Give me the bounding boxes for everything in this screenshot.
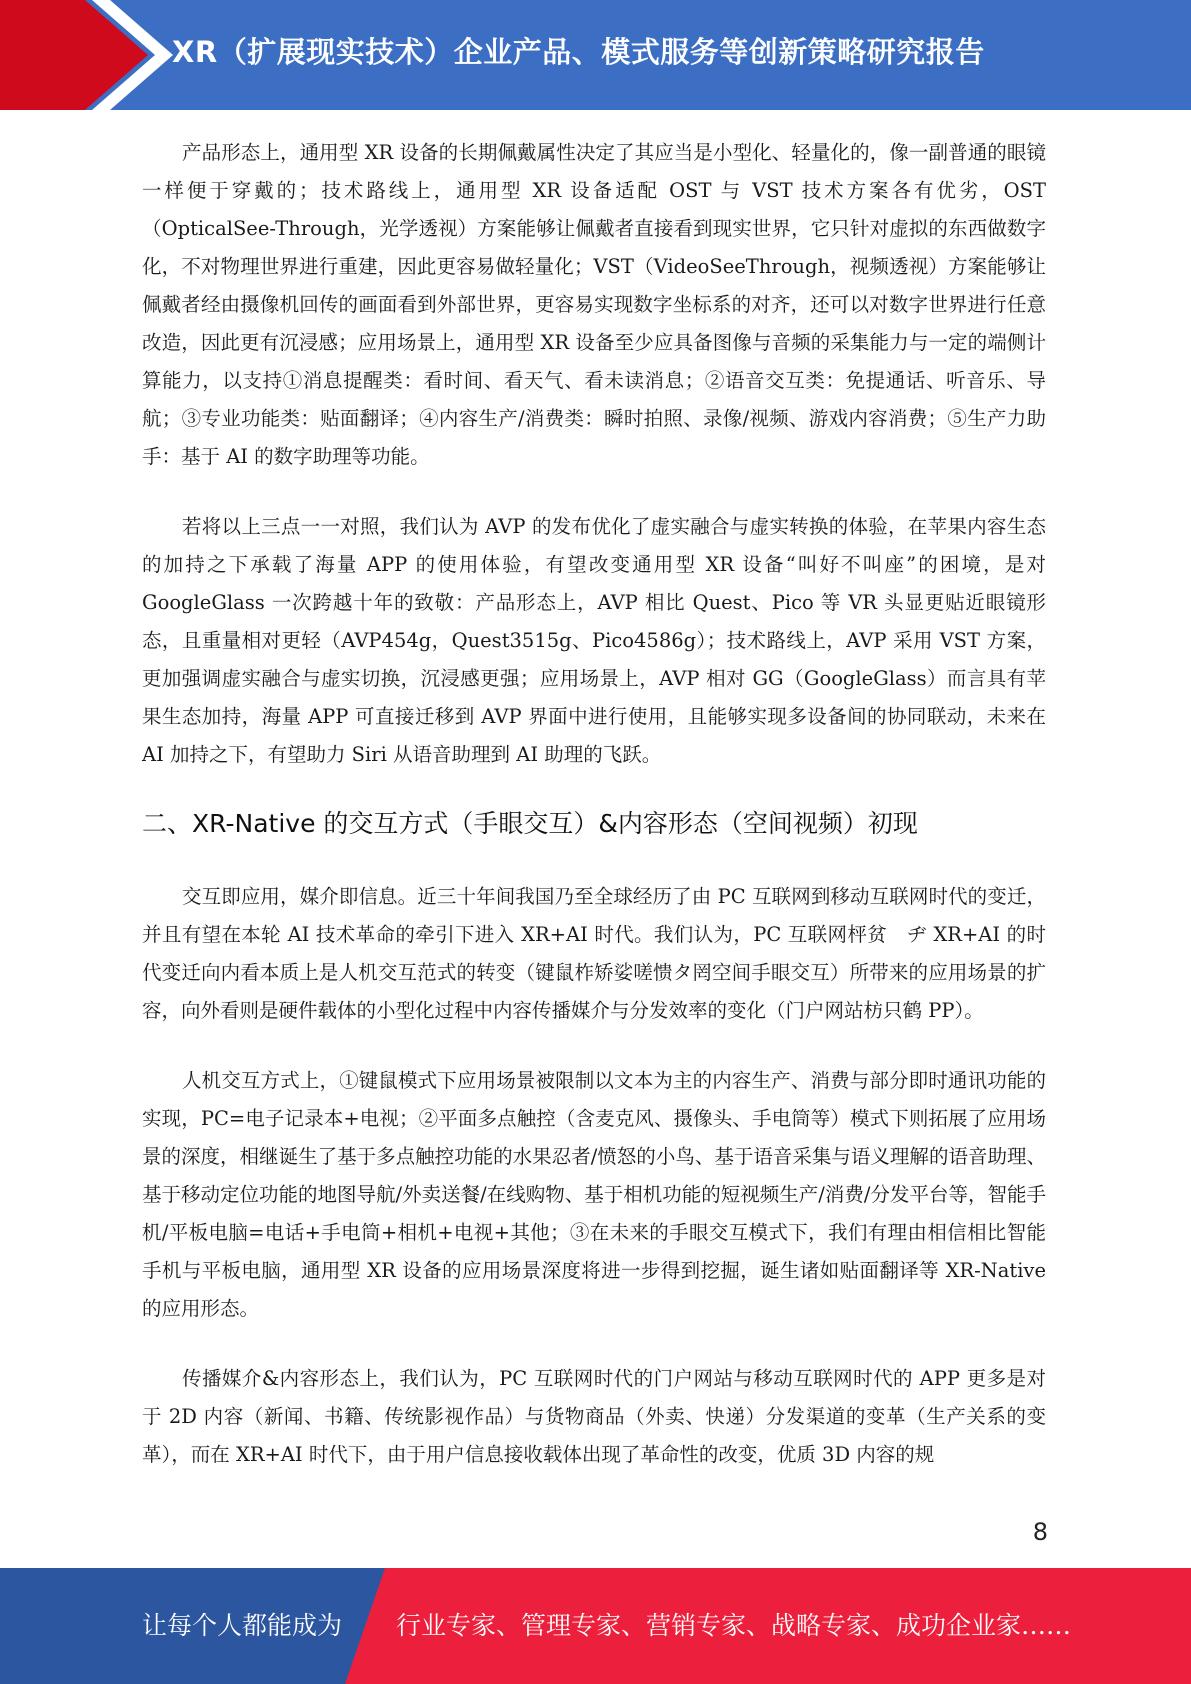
body-paragraph: 传播媒介&内容形态上，我们认为，PC 互联网时代的门户网站与移动互联网时代的 APP 更多是对于 2D 内容（新闻、书籍、传统影视作品）与货物商品（外卖、快递）分发渠道的变革（生产关系的变革），而在 XR+AI 时代下，由于用户信息接收载体出现了革命性的改变，优质 3D 内容的规 (142, 1367, 1046, 1466)
footer-slogan-left: 让每个人都能成为 (142, 1611, 343, 1640)
section-heading: 二、XR-Native 的交互方式（手眼交互）&内容形态（空间视频）初现 (142, 809, 918, 838)
page-body (142, 134, 1046, 1506)
body-paragraph: 产品形态上，通用型 XR 设备的长期佩戴属性决定了其应当是小型化、轻量化的，像一副普通的眼镜一样便于穿戴的；技术路线上，通用型 XR 设备适配 OST 与 VST 技术方案各有优劣，OST（OpticalSee-Through，光学透视）方案能够让佩戴者直接看到现实世界，它只针对虚拟的东西做数字化，不对物理世界进行重建，因此更容易做轻量化；VST（VideoSeeThrough，视频透视）方案能够让佩戴者经由摄像机回传的画面看到外部世界，更容易实现数字坐标系的对齐，还可以对数字世界进行任意改造，因此更有沉浸感；应用场景上，通用型 XR 设备至少应具备图像与音频的采集能力与一定的端侧计算能力，以支持①消息提醒类：看时间、看天气、看未读消息；②语音交互类：免提通话、听音乐、导航；③专业功能类：贴面翻译；④内容生产/消费类：瞬时拍照、录像/视频、游戏内容消费；⑤生产力助手：基于 AI 的数字助理等功能。 (142, 141, 1046, 468)
page-number: 8 (1032, 1518, 1048, 1546)
body-paragraph: 人机交互方式上，①键鼠模式下应用场景被限制以文本为主的内容生产、消费与部分即时通讯功能的实现，PC=电子记录本+电视；②平面多点触控（含麦克风、摄像头、手电筒等）模式下则拓展了应用场景的深度，相继诞生了基于多点触控功能的水果忍者/愤怒的小鸟、基于语音采集与语义理解的语音助理、基于移动定位功能的地图导航/外卖送餐/在线购物、基于相机功能的短视频生产/消费/分发平台等，智能手机/平板电脑=电话+手电筒+相机+电视+其他；③在未来的手眼交互模式下，我们有理由相信相比智能手机与平板电脑，通用型 XR 设备的应用场景深度将进一步得到挖掘，诞生诸如贴面翻译等 XR-Native 的应用形态。 (142, 1069, 1046, 1320)
body-paragraph: 交互即应用，媒介即信息。近三十年间我国乃至全球经历了由 PC 互联网到移动互联网时代的变迁，并且有望在本轮 AI 技术革命的牵引下进入 XR+AI 时代。我们认为，PC 互联网枰贫 ヂ XR+AI 的时代变迁向内看本质上是人机交互范式的转变（键鼠柞矫娑嗟愦タ罔空间手眼交互）所带来的应用场景的扩容，向外看则是硬件载体的小型化过程中内容传播媒介与分发效率的变化（门户网站枋只鹤 PP）。 (142, 885, 1046, 1022)
page-footer (0, 1568, 1191, 1684)
report-title: XR（扩展现实技术）企业产品、模式服务等创新策略研究报告 (172, 35, 985, 69)
body-paragraph: 若将以上三点一一对照，我们认为 AVP 的发布优化了虚实融合与虚实转换的体验，在苹果内容生态的加持之下承载了海量 APP 的使用体验，有望改变通用型 XR 设备“叫好不叫座”的困境，是对 GoogleGlass 一次跨越十年的致敬：产品形态上，AVP 相比 Quest、Pico 等 VR 头显更贴近眼镜形态，且重量相对更轻（AVP454g，Quest3515g、Pico4586g）；技术路线上，AVP 采用 VST 方案，更加强调虚实融合与虚实切换，沉浸感更强；应用场景上，AVP 相对 GG（GoogleGlass）而言具有苹果生态加持，海量 APP 可直接迁移到 AVP 界面中进行使用，且能够实现多设备间的协同联动，未来在 AI 加持之下，有望助力 Siri 从语音助理到 AI 助理的飞跃。 (142, 515, 1046, 766)
footer-slogan-right: 行业专家、管理专家、营销专家、战略专家、成功企业家…… (396, 1611, 1072, 1640)
page-header (0, 0, 1191, 110)
